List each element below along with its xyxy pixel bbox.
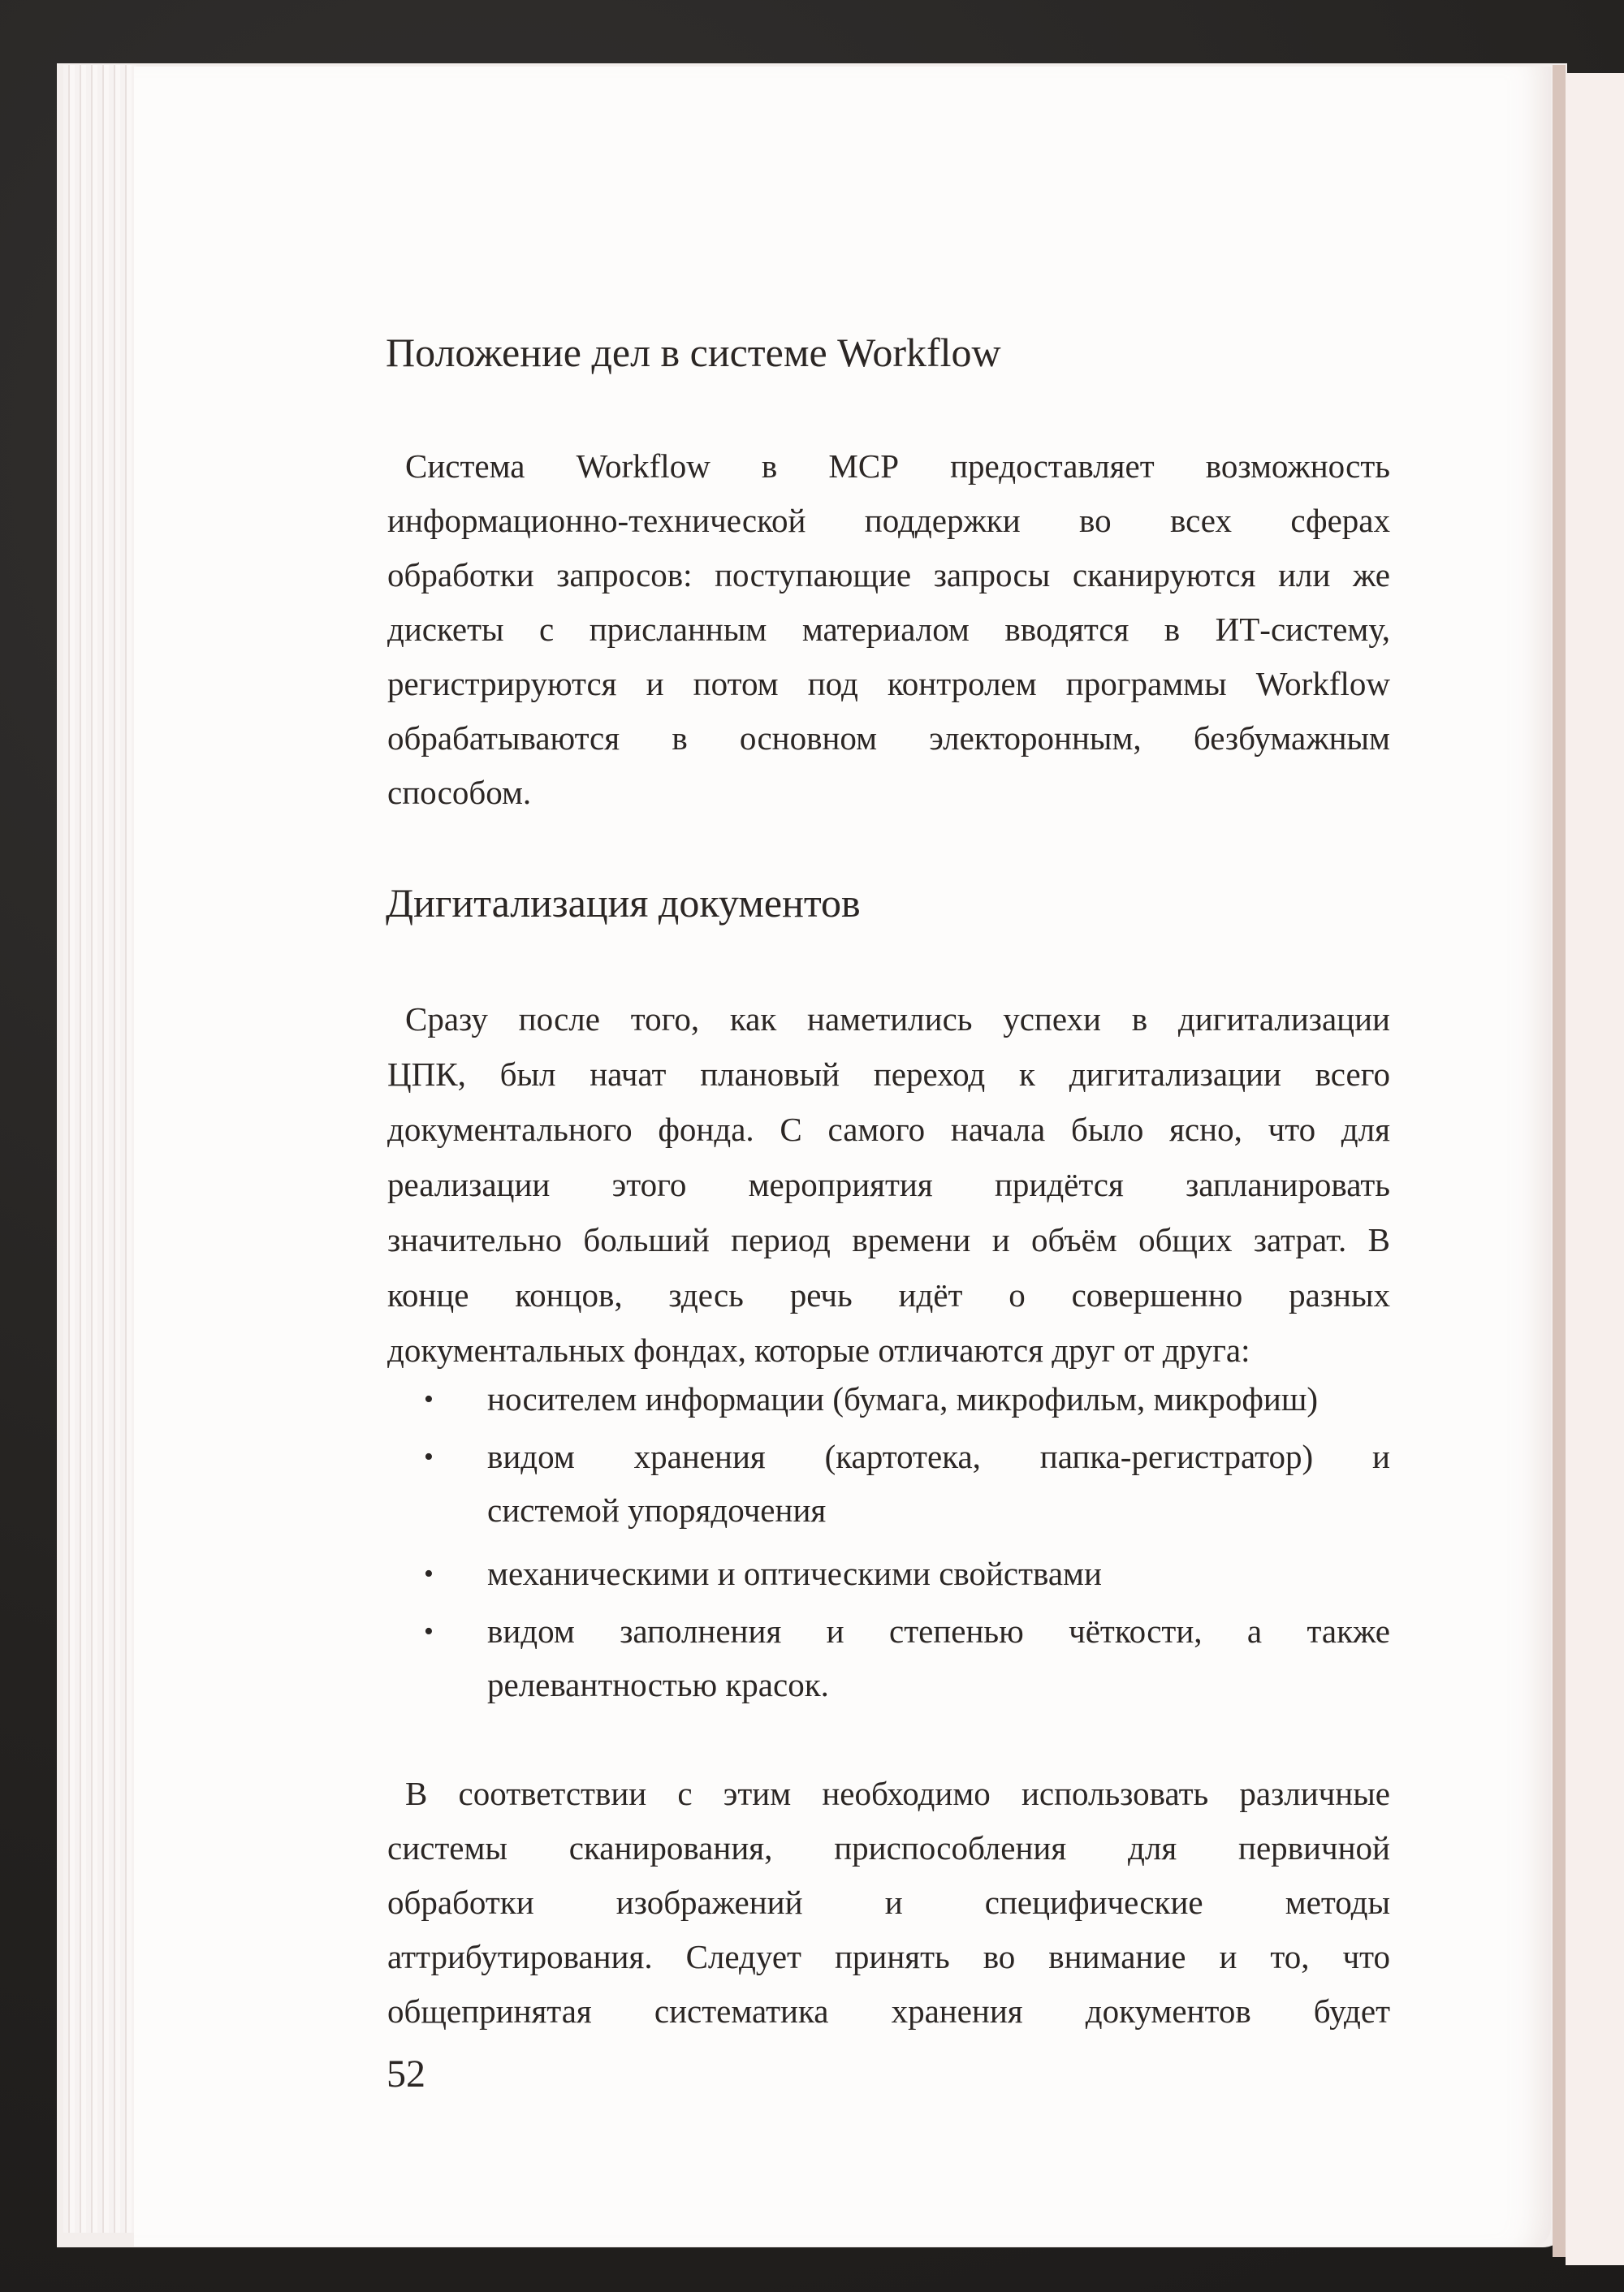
text-line: аттрибутирования. Следует принять во внимание и то, что xyxy=(387,1938,1390,1975)
text-line: Сразу после того, как наметились успехи в дигитализации xyxy=(405,1000,1390,1038)
text-line: Система Workflow в МСР предоставляет возможность xyxy=(405,447,1390,485)
text-line: системой упорядочения xyxy=(487,1491,827,1529)
bullet-item xyxy=(387,1372,1390,1427)
bullet-icon: • xyxy=(424,1616,434,1647)
text-line: ЦПК, был начат плановый переход к дигитализации всего xyxy=(387,1055,1390,1093)
text-line: обработки изображений и специфические методы xyxy=(387,1884,1390,1921)
paragraph-scanning-systems xyxy=(387,1767,1390,2039)
bullet-icon: • xyxy=(424,1559,434,1589)
page-edges xyxy=(63,65,136,2233)
text-line: реализации этого мероприятия придётся запланировать xyxy=(387,1166,1390,1203)
text-line: дискеты с присланным материалом вводятся в ИТ-систему, xyxy=(387,611,1390,648)
bullet-item xyxy=(387,1430,1390,1537)
text-line: значительно больший период времени и объём общих затрат. В xyxy=(387,1221,1390,1258)
bullet-icon: • xyxy=(424,1442,434,1472)
heading-workflow: Положение дел в системе Workflow xyxy=(386,330,1001,375)
text-line: видом хранения (картотека, папка-регистратор) и xyxy=(487,1438,1390,1475)
bullet-icon: • xyxy=(424,1384,434,1414)
text-line: обрабатываются в основном электоронным, безбумажным xyxy=(387,719,1390,757)
text-line: В соответствии с этим необходимо использовать различные xyxy=(405,1775,1390,1812)
text-line: обработки запросов: поступающие запросы сканируются или же xyxy=(387,556,1390,594)
text-line: релевантностью красок. xyxy=(487,1666,829,1703)
text-line: способом. xyxy=(387,774,532,811)
text-line: документальных фондах, которые отличаются друг от друга: xyxy=(387,1332,1250,1369)
text-line: информационно-технической поддержки во всех сферах xyxy=(387,502,1390,539)
text-line: регистрируются и потом под контролем программы Workflow xyxy=(387,665,1390,702)
book-gutter xyxy=(1553,65,1566,2257)
bullet-item xyxy=(387,1547,1390,1601)
text-line: видом заполнения и степенью чёткости, а также xyxy=(487,1612,1390,1650)
text-line: общепринятая систематика хранения документов будет xyxy=(387,1992,1390,2030)
bullet-item xyxy=(387,1604,1390,1711)
page-number: 52 xyxy=(387,2052,425,2096)
text-line: носителем информации (бумага, микрофильм, микрофиш) xyxy=(487,1380,1319,1418)
heading-digitalization: Дигитализация документов xyxy=(386,880,861,926)
text-line: системы сканирования, приспособления для первичной xyxy=(387,1829,1390,1867)
paragraph-workflow xyxy=(387,439,1390,820)
facing-page-edge xyxy=(1566,73,1624,2265)
bullet-list xyxy=(387,1372,1390,1711)
text-line: документального фонда. С самого начала было ясно, что для xyxy=(387,1111,1390,1148)
paragraph-digitalization xyxy=(387,991,1390,1378)
text-line: механическими и оптическими свойствами xyxy=(487,1555,1102,1592)
text-line: конце концов, здесь речь идёт о совершенно разных xyxy=(387,1276,1390,1314)
